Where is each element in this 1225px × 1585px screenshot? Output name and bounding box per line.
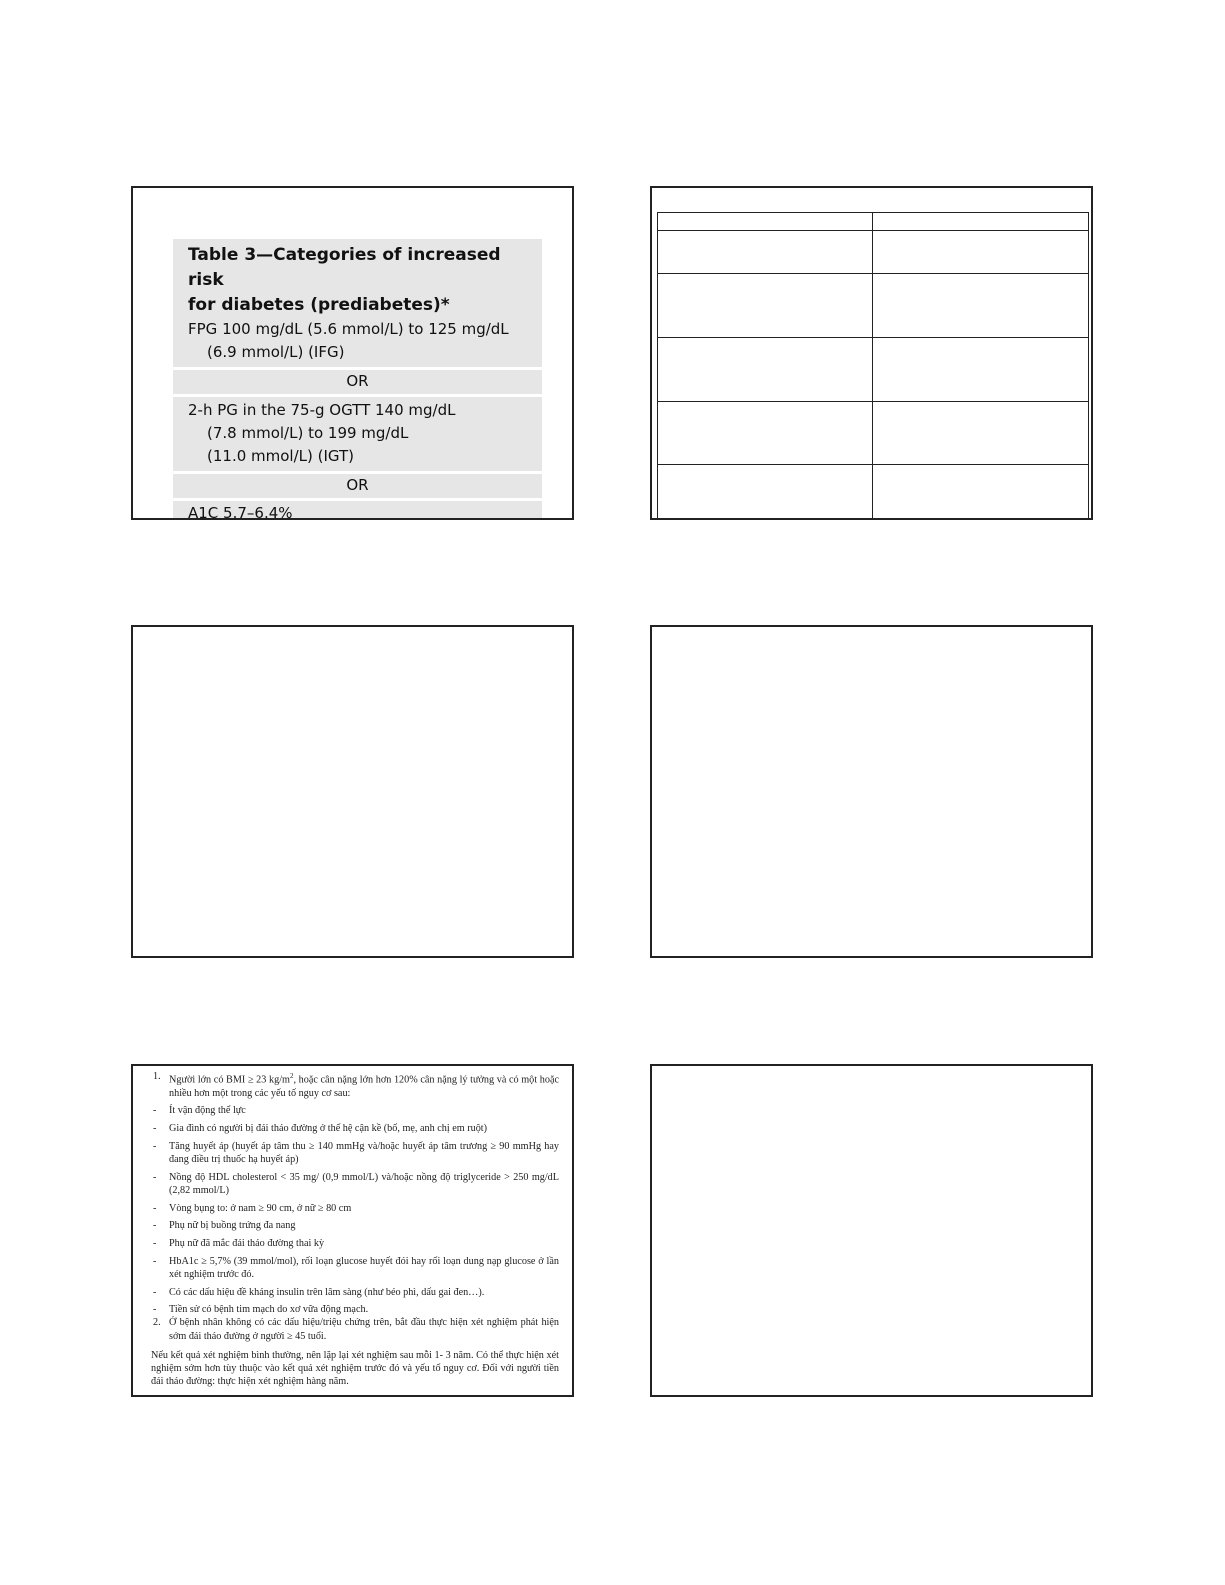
list-item [151, 1219, 559, 1232]
ogtt-line-3: (11.0 mmol/L) (IGT) [207, 447, 354, 465]
ogtt-criterion-block [173, 397, 542, 471]
table-cell [873, 465, 1089, 521]
table-row [658, 213, 1089, 231]
bullet-text: Vòng bụng to: ở nam ≥ 90 cm, ở nữ ≥ 80 cm [169, 1202, 352, 1214]
fpg-line-2: (6.9 mmol/L) (IFG) [207, 343, 345, 361]
bullet-text: Tăng huyết áp (huyết áp tâm thu ≥ 140 mmHg và/hoặc huyết áp tâm trương ≥ 90 mmHg hay đang điều trị thuốc hạ huyết áp) [169, 1140, 559, 1165]
table-cell [658, 338, 873, 402]
item-1-text: Người lớn có BMI ≥ 23 kg/m [169, 1074, 290, 1086]
list-item [151, 1171, 559, 1197]
table-cell [658, 231, 873, 274]
table-cell [658, 402, 873, 465]
list-item [151, 1104, 559, 1117]
table-cell [873, 274, 1089, 338]
table-cell [873, 338, 1089, 402]
bullet-marker: - [153, 1202, 157, 1214]
list-item [151, 1316, 559, 1342]
bullet-marker: - [153, 1255, 157, 1267]
bullet-marker: - [153, 1140, 157, 1152]
screening-guidelines [151, 1070, 559, 1388]
slide-3 [131, 625, 574, 958]
a1c-criterion: A1C 5.7–6.4% [188, 504, 293, 520]
table-title [173, 239, 542, 318]
bullet-text: Phụ nữ đã mắc đái tháo đường thai kỳ [169, 1237, 325, 1249]
a1c-criterion-block [173, 501, 542, 520]
slide-6 [650, 1064, 1093, 1397]
slide-1 [131, 186, 574, 520]
bullet-marker: - [153, 1304, 157, 1316]
slide-2 [650, 186, 1093, 520]
ogtt-criterion [173, 397, 542, 471]
or-separator-2: OR [173, 474, 542, 498]
ogtt-line-1: 2-h PG in the 75-g OGTT 140 mg/dL [188, 401, 456, 419]
table-title-line-2: for diabetes (prediabetes)* [188, 295, 450, 315]
ogtt-line-2: (7.8 mmol/L) to 199 mg/dL [207, 424, 409, 442]
table-cell [658, 465, 873, 521]
superscript: 2 [289, 1072, 294, 1080]
prediabetes-table [173, 239, 542, 520]
table-row [658, 338, 1089, 402]
table-row [658, 231, 1089, 274]
slide-4 [650, 625, 1093, 958]
table-row [658, 402, 1089, 465]
bullet-text: HbA1c ≥ 5,7% (39 mmol/mol), rối loạn glucose huyết đói hay rối loạn dung nạp glucose ở lần xét nghiệm trước đó. [169, 1255, 559, 1280]
list-marker: 2. [153, 1317, 161, 1329]
table-row [658, 274, 1089, 338]
bullet-text: Nồng độ HDL cholesterol < 35 mg/ (0,9 mmol/L) và/hoặc nồng độ triglyceride > 250 mg/dL (2,82 mmol/L) [169, 1171, 559, 1196]
table-cell [658, 213, 873, 231]
fpg-criterion [173, 318, 542, 367]
list-marker: 1. [153, 1071, 161, 1082]
bullet-text: Gia đình có người bị đái tháo đường ở thế hệ cận kề (bố, mẹ, anh chị em ruột) [169, 1123, 488, 1134]
list-item [151, 1255, 559, 1281]
item-2-text: Ở bệnh nhân không có các dấu hiệu/triệu chứng trên, bắt đầu thực hiện xét nghiệm phát hiện sớm đái tháo đường ở người ≥ 45 tuổi. [169, 1317, 559, 1342]
table-title-line-1: Table 3—Categories of increased risk [188, 245, 501, 290]
or-separator-1: OR [173, 370, 542, 394]
table-cell [658, 274, 873, 338]
list-item [151, 1286, 559, 1299]
footnote: Nếu kết quả xét nghiệm bình thường, nên lặp lại xét nghiệm sau mỗi 1- 3 năm. Có thể thực hiện xét nghiệm sớm hơn tùy thuộc vào kết quả xét nghiệm trước đó và yếu tố nguy cơ. Đối với người tiền đái tháo đường: thực hiện xét nghiệm hàng năm. [151, 1349, 559, 1388]
bullet-marker: - [153, 1171, 157, 1183]
list-item [151, 1237, 559, 1250]
bullet-marker: - [153, 1286, 157, 1298]
bullet-text: Có các dấu hiệu đề kháng insulin trên lâm sàng (như béo phì, dấu gai đen…). [169, 1286, 485, 1298]
table-cell [873, 213, 1089, 231]
bullet-marker: - [153, 1220, 157, 1232]
empty-table [657, 212, 1089, 520]
table-cell [873, 231, 1089, 274]
bullet-marker: - [153, 1237, 157, 1249]
item-1-text-cont: , hoặc cân nặng lớn hơn 120% cân nặng lý tưởng và có một hoặc nhiều hơn một trong các yếu tố nguy cơ sau: [169, 1074, 559, 1099]
bullet-text: Ít vận động thể lực [169, 1105, 246, 1117]
list-item [151, 1303, 559, 1316]
slide-5 [131, 1064, 574, 1397]
table-header-block [173, 239, 542, 367]
list-item [151, 1202, 559, 1215]
table-cell [873, 402, 1089, 465]
list-item [151, 1140, 559, 1166]
bullet-marker: - [153, 1105, 157, 1117]
table-row [658, 465, 1089, 521]
bullet-text: Tiền sử có bệnh tim mạch do xơ vữa động mạch. [169, 1304, 369, 1316]
fpg-line-1: FPG 100 mg/dL (5.6 mmol/L) to 125 mg/dL [188, 320, 509, 338]
bullet-marker: - [153, 1123, 157, 1134]
list-item [151, 1070, 559, 1100]
list-item [151, 1122, 559, 1135]
risk-factor-list [151, 1104, 559, 1316]
bullet-text: Phụ nữ bị buồng trứng đa nang [169, 1220, 296, 1232]
